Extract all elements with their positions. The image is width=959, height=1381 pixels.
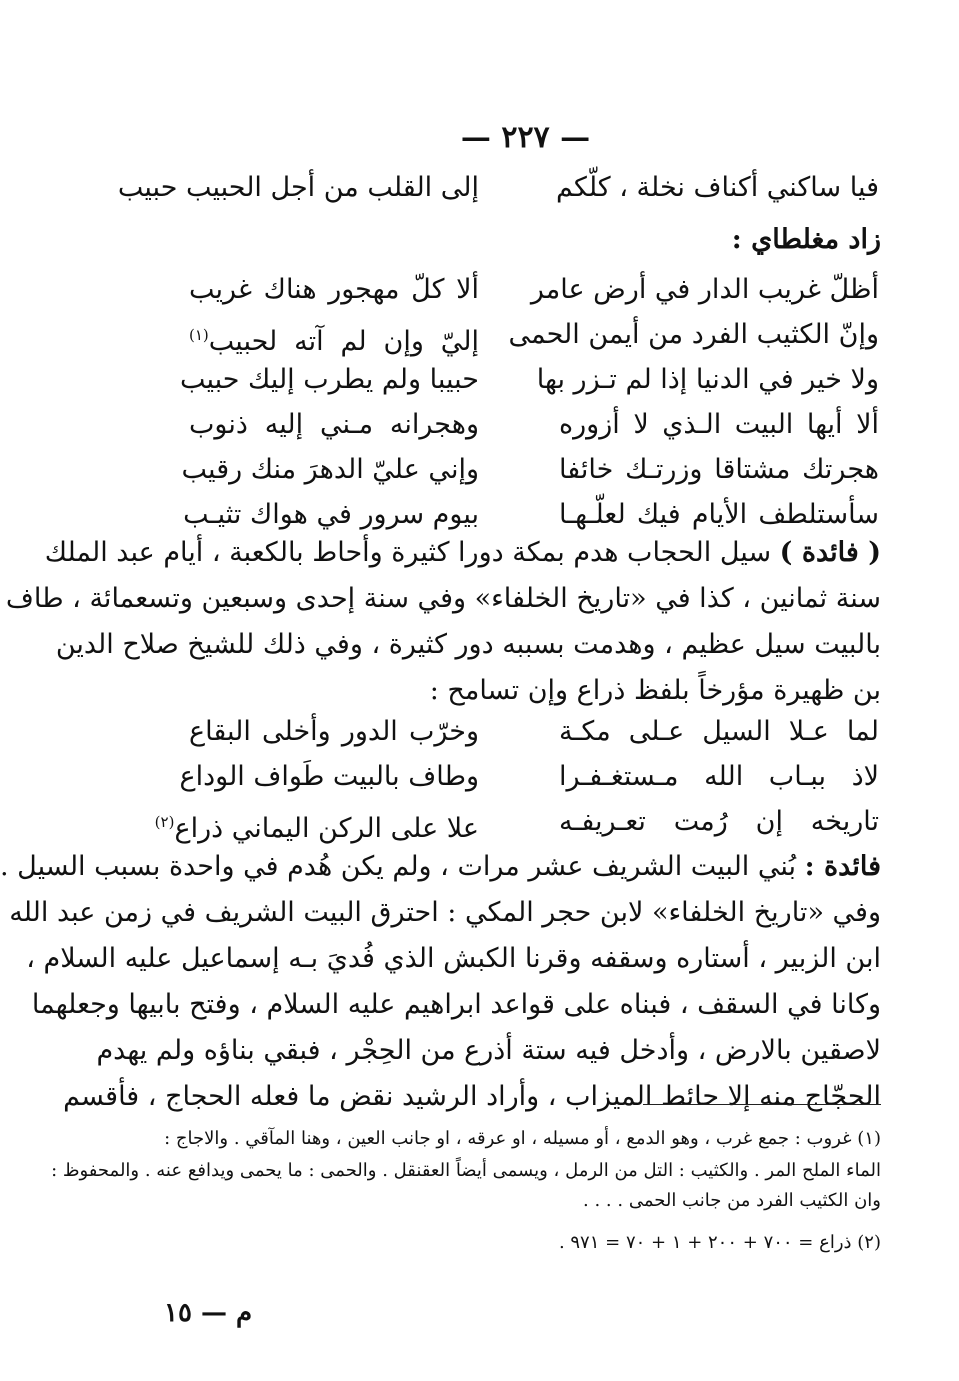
footnote-line: وان الكثيب الفرد من جانب الحمى . . . . (583, 1190, 881, 1211)
verse-second-hemistich: وهجرانه مـني إليه ذنوب (189, 409, 479, 440)
paragraph-line (44, 530, 881, 576)
poem1-verse (189, 268, 879, 312)
signature-mark: م — ١٥ (164, 1298, 253, 1328)
paragraph-line: الحجّاج منه إلا حائط الميزاب ، وأراد الرشيد نقض ما فعله الحجاج ، فأقسم (63, 1081, 881, 1112)
verse-first-hemistich: ألا أيها البيت الـذي لا أزوره (559, 409, 879, 440)
footnote-line: (٢) ذراع = ٧٠٠ + ٢٠٠ + ١ + ٧٠ = ٩٧١ . (558, 1232, 881, 1253)
paragraph-line (0, 844, 881, 890)
verse-first-hemistich: لما عـلا السيل عـلى مكـة (559, 716, 879, 747)
faida-text: بُني البيت الشريف عشر مرات ، ولم يكن هُدم في واحدة بسبب السيل . (0, 851, 797, 882)
verse-second-hemistich: بيوم سرور في هواك تثيـب (183, 499, 479, 530)
footnote-divider (643, 1104, 881, 1105)
verse-second-hemistich: وخرّب الدور وأخلى البقاع (189, 716, 479, 747)
paragraph-line: بالبيت سيل عظيم ، وهدمت بسببه دور كثيرة ، وفي ذلك للشيخ صلاح الدين (55, 629, 881, 660)
poem2-verse (179, 755, 879, 799)
poem1-verse (189, 403, 879, 447)
verse-first-hemistich: ولا خير في الدنيا إذا لم تـزر بها (536, 364, 879, 395)
verse-text: علا على الركن اليماني ذراع (174, 813, 479, 844)
verse-second-hemistich (189, 313, 479, 364)
poem2-verse (189, 710, 879, 754)
verse-first-hemistich: سأستلطف الأيام فيك لعلّـهـا (559, 499, 879, 530)
paragraph-line: لاصقين بالارض ، وأدخل فيه ستة أذرع من الحِجْر ، فبقي بناؤه ولم يهدم (96, 1035, 881, 1066)
faida-label: فائدة : (804, 851, 881, 882)
poem1-verse (179, 358, 879, 402)
paragraph-line: وكانا في السقف ، فبناه على قواعد ابراهيم عليه السلام ، وفتح بابيها وجعلهما (31, 989, 881, 1020)
verse-first-hemistich: فيا ساكني أكناف نخلة ، كلّكم (555, 172, 879, 203)
verse-first-hemistich: وإنّ الكثيب الفرد من أيمن الحمى (508, 319, 879, 350)
verse-second-hemistich: وطاف بالبيت طَواف الوداع (179, 761, 479, 792)
verse-text: إليّ وإن لم آته لحبيب (208, 326, 479, 357)
verse-second-hemistich: وإني عليّ الدهرَ منك رقيب (181, 454, 479, 485)
faida-text: سيل الحجاب هدم بمكة دورا كثيرة وأحاط بالكعبة ، أيام عبد الملك (44, 537, 772, 568)
verse-second-hemistich: إلى القلب من أجل الحبيب حبيب (117, 172, 479, 203)
footnote-line: (١) غروب : جمع غرب ، وهو الدمع ، أو مسيله ، او عرقه ، او جانب العين ، وهنا المآقي . والاجاج : (164, 1128, 881, 1149)
paragraph-line: سنة ثمانين ، كذا في «تاريخ الخلفاء» وفي سنة إحدى وسبعين وتسعمائة ، طاف (5, 583, 881, 614)
verse-second-hemistich: حبيبا ولم يطرب إليك حبيب (179, 364, 479, 395)
verse-second-hemistich: ألا كلّ مهجور هناك غريب (189, 274, 479, 305)
paragraph-line: ابن الزبير ، أستاره وسقفه وقرنا الكبش الذي فُديَ بـه إسماعيل عليه السلام ، (26, 943, 881, 974)
verse-first-hemistich: هجرتك مشتاقا وزرتـك خائفا (559, 454, 879, 485)
poem2-verse (154, 800, 879, 844)
verse-first-hemistich: أظلّ غريب الدار في أرض عامر (530, 274, 879, 305)
footnote-line: الماء الملح المر . والكثيب : التل من الرمل ، ويسمى أيضاً العقنقل . والحمى : ما يحمى ويدافع عنه . والمحفوظ : (51, 1160, 881, 1181)
footnote-ref: (٢) (154, 813, 175, 831)
paragraph-line: بن ظهيرة مؤرخاً بلفظ ذراع وإن تسامح : (429, 675, 881, 706)
footnote-ref: (١) (189, 326, 209, 344)
poem1-verse (181, 448, 879, 492)
faida-label: ( فائدة ) (779, 537, 881, 568)
verse-first-hemistich: تاريخه إن رُمت تعـريفـه (559, 806, 879, 837)
zad-label: زاد مغلطاي : (731, 224, 881, 255)
page-number: — ٢٢٧ — (460, 120, 591, 155)
verse-first-hemistich: لاذ ببـاب الله مـستغـفـرا (559, 761, 879, 792)
poem1-verse (189, 313, 879, 357)
paragraph-line: وفي «تاريخ الخلفاء» لابن حجر المكي : احترق البيت الشريف في زمن عبد الله (9, 897, 881, 928)
opening-verse (117, 166, 879, 210)
